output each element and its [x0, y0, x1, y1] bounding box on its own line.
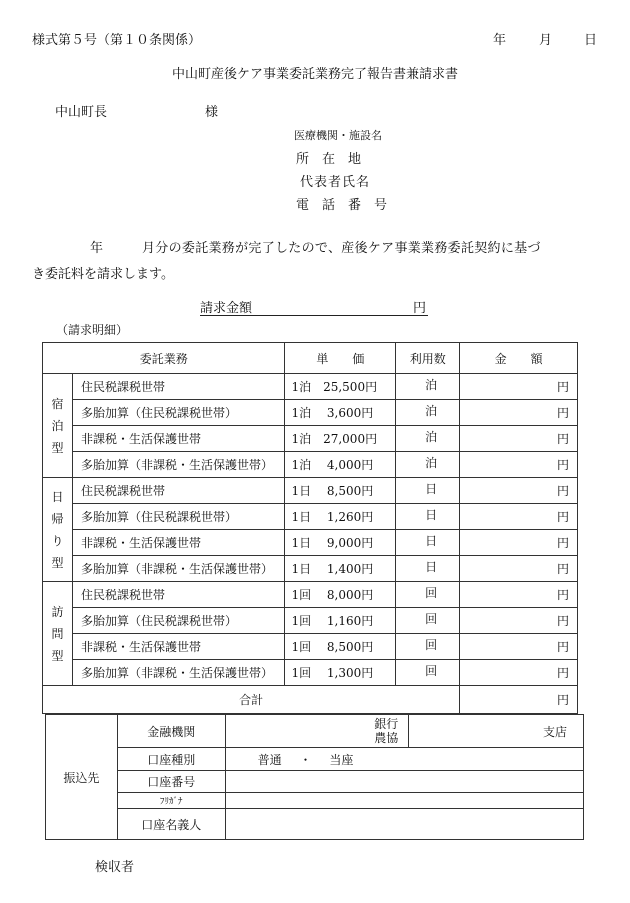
account-type-separator: ・: [299, 752, 312, 767]
amount-input[interactable]: 円: [460, 530, 578, 556]
date-year-label: 年: [493, 33, 507, 48]
furigana-input[interactable]: [225, 793, 583, 809]
table-row-item: 多胎加算（住民税課税世帯）: [72, 400, 285, 426]
table-row-item: 非課税・生活保護世帯: [72, 634, 285, 660]
usage-input[interactable]: 泊: [396, 426, 460, 452]
form-number: 様式第５号（第１０条関係）: [32, 33, 202, 48]
table-row-price: 1回 1,300円: [285, 660, 396, 686]
body-line2: き委託料を請求します。: [32, 267, 174, 282]
usage-input[interactable]: 回: [396, 582, 460, 608]
table-row-price: 1泊 27,000円: [285, 426, 396, 452]
representative-label: 代表者氏名: [300, 175, 371, 190]
header-service: 委託業務: [43, 343, 285, 374]
branch-input[interactable]: 支店: [409, 715, 584, 748]
usage-input[interactable]: 日: [396, 478, 460, 504]
amount-input[interactable]: 円: [460, 400, 578, 426]
table-row-item: 多胎加算（非課税・生活保護世帯）: [72, 452, 285, 478]
account-type-field[interactable]: [225, 748, 583, 771]
usage-input[interactable]: 泊: [396, 452, 460, 478]
table-row-item: 多胎加算（非課税・生活保護世帯）: [72, 660, 285, 686]
usage-input[interactable]: 回: [396, 634, 460, 660]
institution-input[interactable]: [225, 715, 409, 748]
header-usage: 利用数: [396, 343, 460, 374]
account-holder-input[interactable]: [225, 809, 583, 840]
usage-input[interactable]: 日: [396, 504, 460, 530]
bank-section-label: 振込先: [46, 715, 118, 840]
category-daytrip: 日 帰 り 型: [43, 478, 73, 582]
table-row-price: 1泊 4,000円: [285, 452, 396, 478]
table-row-item: 多胎加算（住民税課税世帯）: [72, 504, 285, 530]
claim-amount-unit: 円: [412, 301, 426, 316]
table-row-item: 住民税課税世帯: [72, 374, 285, 400]
date-day-label: 日: [584, 33, 598, 48]
account-type-label: 口座種別: [117, 748, 225, 771]
inspector-label: 検収者: [95, 860, 135, 875]
table-row-price: 1日 9,000円: [285, 530, 396, 556]
addressee-honorific: 様: [205, 105, 219, 120]
header-unit-price: 単 価: [285, 343, 396, 374]
document-title: 中山町産後ケア事業委託業務完了報告書兼請求書: [171, 67, 458, 82]
amount-input[interactable]: 円: [460, 660, 578, 686]
table-row-price: 1回 8,000円: [285, 582, 396, 608]
table-row-price: 1回 1,160円: [285, 608, 396, 634]
table-row-item: 多胎加算（非課税・生活保護世帯）: [72, 556, 285, 582]
claim-amount-field[interactable]: [200, 297, 428, 316]
account-number-input[interactable]: [225, 771, 583, 793]
body-year: 年: [90, 241, 104, 256]
table-row-item: 住民税課税世帯: [72, 478, 285, 504]
usage-input[interactable]: 日: [396, 556, 460, 582]
claim-amount-label: 請求金額: [200, 301, 253, 316]
account-number-label: 口座番号: [117, 771, 225, 793]
amount-input[interactable]: 円: [460, 452, 578, 478]
usage-input[interactable]: 泊: [396, 400, 460, 426]
address-label: 所 在 地: [296, 152, 362, 167]
account-type-ordinary[interactable]: 普通: [257, 752, 282, 767]
furigana-label: ﾌﾘｶﾞﾅ: [117, 793, 225, 809]
table-row-item: 非課税・生活保護世帯: [72, 530, 285, 556]
header-amount: 金 額: [460, 343, 578, 374]
table-row-item: 多胎加算（住民税課税世帯）: [72, 608, 285, 634]
usage-input[interactable]: 日: [396, 530, 460, 556]
usage-input[interactable]: 回: [396, 608, 460, 634]
category-overnight: 宿 泊 型: [43, 374, 73, 478]
table-row-price: 1泊 25,500円: [285, 374, 396, 400]
table-row-price: 1回 8,500円: [285, 634, 396, 660]
institution-label: 金融機関: [117, 715, 225, 748]
account-holder-label: 口座名義人: [117, 809, 225, 840]
usage-input[interactable]: 回: [396, 660, 460, 686]
table-row-price: 1泊 3,600円: [285, 400, 396, 426]
table-row-item: 住民税課税世帯: [72, 582, 285, 608]
bank-table: [45, 714, 584, 840]
institution-label: 医療機関・施設名: [294, 129, 382, 142]
amount-input[interactable]: 円: [460, 556, 578, 582]
agri-word: 農協: [374, 731, 399, 745]
body-line1: 月分の委託業務が完了したので、産後ケア事業業務委託契約に基づ: [142, 241, 541, 256]
detail-heading: （請求明細）: [56, 323, 129, 337]
amount-input[interactable]: 円: [460, 582, 578, 608]
amount-input[interactable]: 円: [460, 608, 578, 634]
total-amount-input[interactable]: 円: [460, 686, 578, 714]
amount-input[interactable]: 円: [460, 634, 578, 660]
usage-input[interactable]: 泊: [396, 374, 460, 400]
amount-input[interactable]: 円: [460, 478, 578, 504]
phone-label: 電 話 番 号: [296, 198, 388, 213]
table-row-price: 1日 1,260円: [285, 504, 396, 530]
amount-input[interactable]: 円: [460, 504, 578, 530]
detail-table: [42, 342, 578, 714]
addressee-name: 中山町長: [55, 105, 108, 120]
amount-input[interactable]: 円: [460, 426, 578, 452]
amount-input[interactable]: 円: [460, 374, 578, 400]
category-visit: 訪 問 型: [43, 582, 73, 686]
date-month-label: 月: [539, 33, 553, 48]
table-row-price: 1日 8,500円: [285, 478, 396, 504]
table-row-price: 1日 1,400円: [285, 556, 396, 582]
account-type-current[interactable]: 当座: [329, 752, 354, 767]
table-row-item: 非課税・生活保護世帯: [72, 426, 285, 452]
bank-word: 銀行: [374, 717, 399, 731]
total-label: 合計: [43, 686, 460, 714]
